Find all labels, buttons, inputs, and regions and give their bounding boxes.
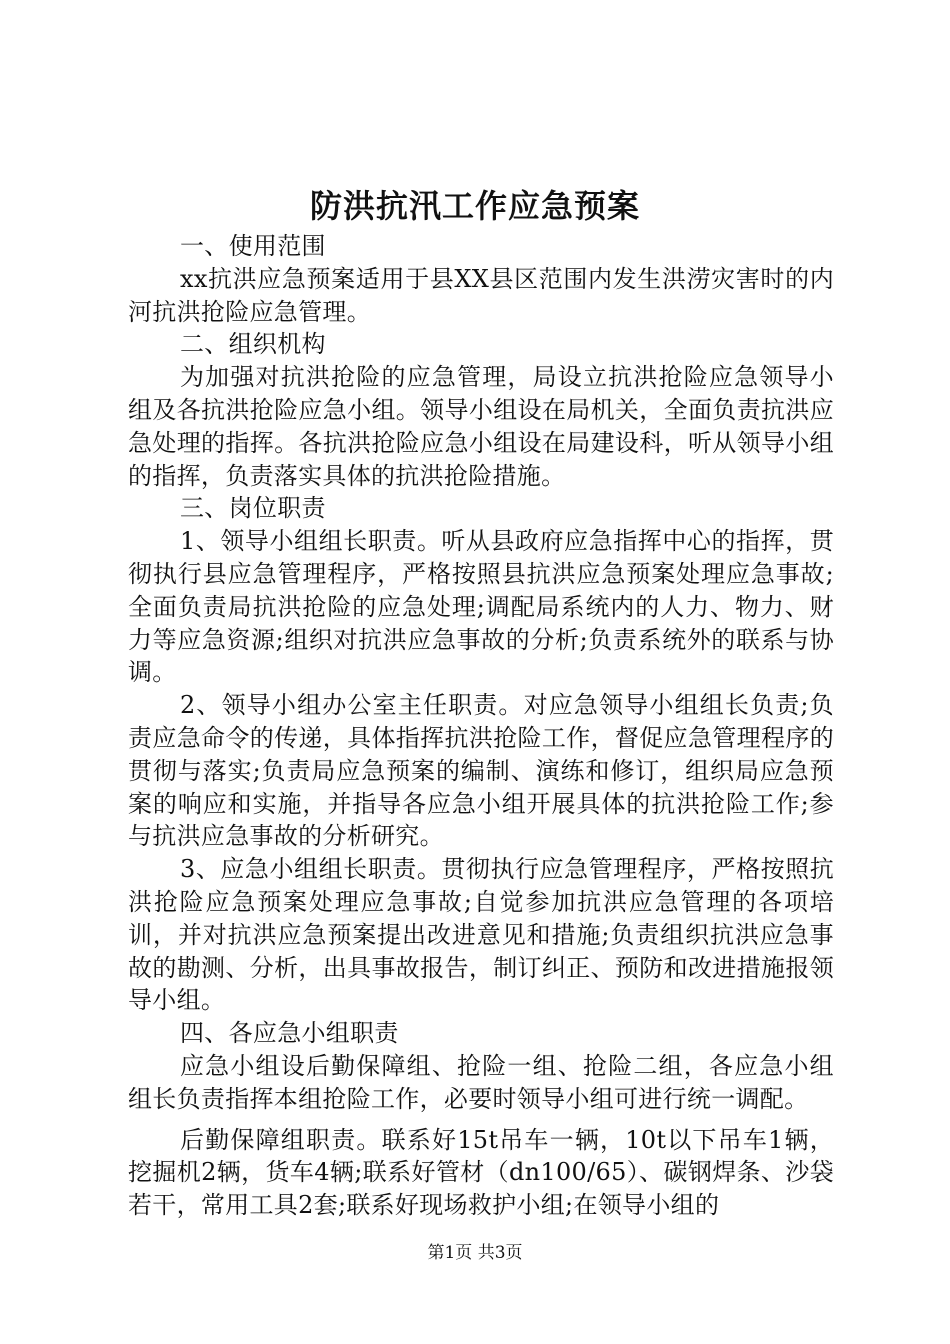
body-paragraph: 应急小组设后勤保障组、抢险一组、抢险二组，各应急小组组长负责指挥本组抢险工作，必要时领导小组可进行统一调配。 [128, 1051, 834, 1113]
body-paragraph: 为加强对抗洪抢险的应急管理，局设立抗洪抢险应急领导小组及各抗洪抢险应急小组。领导小组设在局机关，全面负责抗洪应急处理的指挥。各抗洪抢险应急小组设在局建设科，听从领导小组的指挥，负责落实具体的抗洪抢险措施。 [128, 363, 834, 490]
body-paragraph: 2、领导小组办公室主任职责。对应急领导小组组长负责;负责应急命令的传递，具体指挥抗洪抢险工作，督促应急管理程序的贯彻与落实;负责局应急预案的编制、演练和修订，组织局应急预案的响应和实施，并指导各应急小组开展具体的抗洪抢险工作;参与抗洪应急事故的分析研究。 [128, 691, 834, 851]
body-paragraph: 后勤保障组职责。联系好15t吊车一辆，10t以下吊车1辆，挖掘机2辆，货车4辆;联系好管材（dn100/65）、碳钢焊条、沙袋若干，常用工具2套;联系好现场救护小组;在领导小组的 [128, 1125, 834, 1220]
body-paragraph: 3、应急小组组长职责。贯彻执行应急管理程序，严格按照抗洪抢险应急预案处理应急事故;自觉参加抗洪应急管理的各项培训，并对抗洪应急预案提出改进意见和措施;负责组织抗洪应急事故的勘测、分析，出具事故报告，制订纠正、预防和改进措施报领导小组。 [128, 855, 834, 1015]
document-body [128, 230, 834, 1222]
page-footer: 第1页 共3页 [427, 1243, 523, 1263]
body-paragraph: 1、领导小组组长职责。听从县政府应急指挥中心的指挥，贯彻执行县应急管理程序，严格按照县抗洪应急预案处理应急事故;全面负责局抗洪抢险的应急处理;调配局系统内的人力、物力、财力等应急资源;组织对抗洪应急事故的分析;负责系统外的联系与协调。 [128, 527, 834, 687]
section-heading: 一、使用范围 [180, 232, 326, 260]
section-heading: 二、组织机构 [180, 330, 326, 359]
document-title: 防洪抗汛工作应急预案 [309, 187, 640, 225]
section-heading: 四、各应急小组职责 [180, 1019, 399, 1048]
body-paragraph: xx抗洪应急预案适用于县XX县区范围内发生洪涝灾害时的内河抗洪抢险应急管理。 [128, 264, 834, 326]
section-heading: 三、岗位职责 [180, 494, 326, 523]
